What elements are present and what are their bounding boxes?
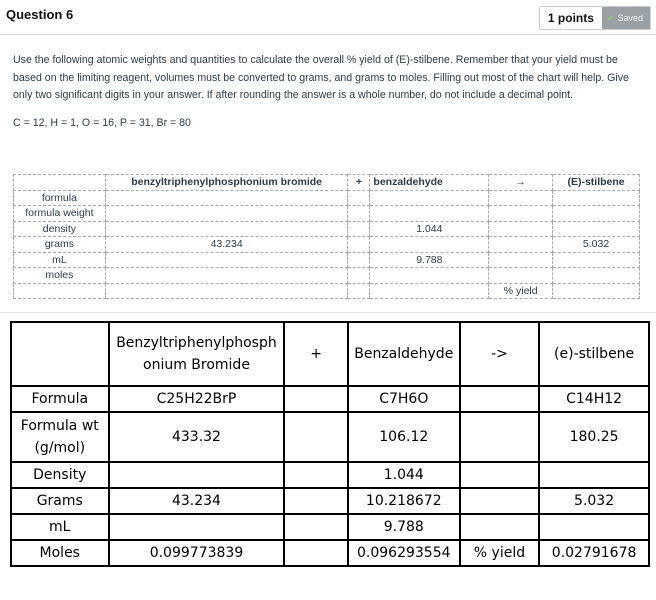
answer-cell: Density [11,462,109,488]
answer-row [11,462,649,488]
chart-cell [489,190,553,206]
answer-row [11,386,649,412]
chart-cell [553,206,640,222]
answer-header-cell: (e)-stilbene [539,322,649,386]
answer-cell: mL [11,514,109,540]
answer-cell: 0.099773839 [109,540,285,566]
answer-cell [284,386,347,412]
answer-cell [460,412,539,462]
answer-cell [460,514,539,540]
chart-cell [553,268,640,284]
chart-row [14,190,640,206]
chart-cell [348,268,370,284]
chart-row [14,206,640,222]
chart-header-cell: benzyltriphenylphosphonium bromide [105,175,348,191]
answer-row [11,412,649,462]
chart-cell: formula [14,190,106,206]
question-chart-table [13,174,640,299]
points-label: 1 points [547,11,594,25]
chart-row [14,237,640,253]
answer-header-row [11,322,649,386]
answer-cell: 1.044 [348,462,460,488]
chart-cell [553,283,640,299]
answer-cell: 5.032 [539,488,649,514]
chart-cell [370,206,489,222]
answer-cell [460,488,539,514]
chart-row [14,221,640,237]
chart-cell [553,190,640,206]
answer-table [10,321,650,567]
chart-row [14,283,640,299]
chart-cell [105,252,348,268]
chart-cell [370,268,489,284]
points-box [539,6,651,30]
answer-cell: Moles [11,540,109,566]
chart-cell [489,221,553,237]
question-chart [13,174,640,302]
answer-header-cell [11,322,109,386]
answer-row [11,514,649,540]
answer-row [11,488,649,514]
answer-cell: Grams [11,488,109,514]
chart-header-cell: + [348,175,370,191]
question-header [0,0,656,35]
answer-cell [284,412,347,462]
answer-cell [109,462,285,488]
chart-cell [105,206,348,222]
chart-cell: formula weight [14,206,106,222]
answer-cell [460,462,539,488]
section-divider [0,312,656,319]
chart-cell [348,190,370,206]
chart-cell [348,237,370,253]
answer-area [10,321,650,567]
answer-cell: 0.02791678 [539,540,649,566]
answer-cell [284,488,347,514]
chart-cell: 9.788 [370,252,489,268]
chart-cell: % yield [489,283,553,299]
chart-header-cell: → [489,175,553,191]
chart-cell: mL [14,252,106,268]
answer-cell: 9.788 [348,514,460,540]
answer-cell: Formula wt (g/mol) [11,412,109,462]
chart-header-cell [14,175,106,191]
chart-cell: 1.044 [370,221,489,237]
question-instructions: Use the following atomic weights and quantities to calculate the overall % yield of (E)-stilbene. Remember that your yield must be based on the limiting reagent, volumes must be converted to grams, and grams to moles. Filling out most of the chart will help. Give only two significant digits in your answer. If after rounding the answer is a whole number, do not include a decimal point. [13,54,629,101]
question-text [13,52,633,142]
answer-header-cell: + [284,322,347,386]
chart-cell [553,221,640,237]
answer-cell [284,540,347,566]
answer-cell [539,462,649,488]
chart-header-cell: benzaldehyde [370,175,489,191]
chart-cell [489,268,553,284]
check-icon: ✔ [606,12,615,23]
answer-cell: C7H6O [348,386,460,412]
chart-header-row [14,175,640,191]
saved-badge [602,7,650,29]
answer-row [11,540,649,566]
chart-cell [348,221,370,237]
chart-cell [370,190,489,206]
answer-cell: 180.25 [539,412,649,462]
answer-header-cell: Benzyltriphenylphosph onium Bromide [109,322,285,386]
chart-cell: 43.234 [105,237,348,253]
answer-cell [284,462,347,488]
chart-cell [553,252,640,268]
answer-header-cell: Benzaldehyde [348,322,460,386]
answer-cell: Formula [11,386,109,412]
chart-cell [14,283,106,299]
chart-row [14,252,640,268]
chart-cell [105,221,348,237]
answer-header-cell: -> [460,322,539,386]
chart-cell: 5.032 [553,237,640,253]
atomic-weights: C = 12, H = 1, O = 16, P = 31, Br = 80 [13,116,191,129]
chart-header-cell: (E)-stilbene [553,175,640,191]
chart-cell [348,252,370,268]
chart-cell [370,283,489,299]
answer-cell: 43.234 [109,488,285,514]
answer-cell: C14H12 [539,386,649,412]
answer-cell: 10.218672 [348,488,460,514]
chart-cell [348,206,370,222]
answer-cell [460,386,539,412]
saved-label: Saved [617,13,643,23]
answer-cell: % yield [460,540,539,566]
answer-cell: 106.12 [348,412,460,462]
chart-cell [370,237,489,253]
answer-cell [539,514,649,540]
chart-cell: moles [14,268,106,284]
answer-cell [109,514,285,540]
question-title: Question 6 [6,7,74,22]
chart-cell [105,268,348,284]
chart-cell [489,252,553,268]
answer-cell: C25H22BrP [109,386,285,412]
chart-cell: density [14,221,106,237]
chart-cell: grams [14,237,106,253]
chart-cell [348,283,370,299]
answer-cell: 433.32 [109,412,285,462]
chart-row [14,268,640,284]
chart-cell [489,206,553,222]
answer-cell [284,514,347,540]
answer-cell: 0.096293554 [348,540,460,566]
chart-cell [489,237,553,253]
chart-cell [105,190,348,206]
chart-cell [105,283,348,299]
